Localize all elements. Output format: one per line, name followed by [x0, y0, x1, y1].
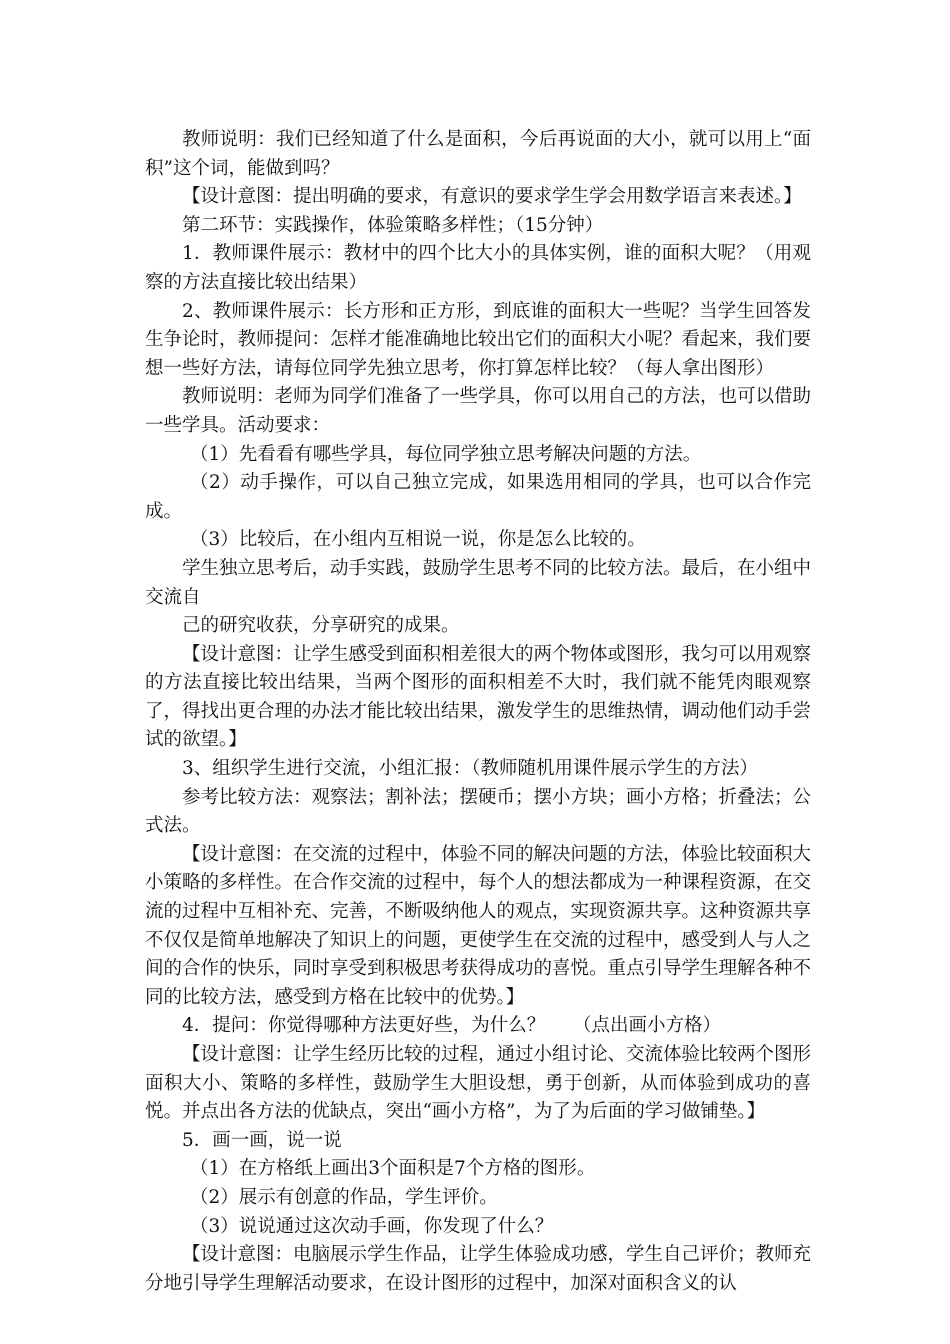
- list-item: （2）展示有创意的作品，学生评价。: [190, 1186, 498, 1208]
- document-page: [145, 126, 811, 1298]
- design-intent-paragraph: 【设计意图：提出明确的要求，有意识的要求学生学会用数学语言来表述。】: [182, 186, 802, 208]
- paragraph: 5．画一画，说一说: [182, 1129, 342, 1151]
- paragraph: 己的研究收获，分享研究的成果。: [182, 615, 460, 637]
- paragraph: 学生独立思考后，动手实践，鼓励学生思考不同的比较方法。最后，在小组中交流自: [145, 557, 812, 608]
- list-item: （3）比较后，在小组内互相说一说，你是怎么比较的。: [190, 529, 646, 551]
- paragraph: 4．提问：你觉得哪种方法更好些，为什么？ （点出画小方格）: [182, 1015, 722, 1037]
- paragraph: 2、教师课件展示：长方形和正方形，到底谁的面积大一些呢？当学生回答发生争论时，教师提问：怎样才能准确地比较出它们的面积大小呢？看起来，我们要想一些好方法，请每位同学先独立思考，你打算怎样比较？（每人拿出图形）: [145, 300, 812, 379]
- list-item: （2）动手操作，可以自己独立完成，如果选用相同的学具，也可以合作完成。: [145, 472, 811, 522]
- design-intent-paragraph: 【设计意图：让学生经历比较的过程，通过小组讨论、交流体验比较两个图形面积大小、策略的多样性，鼓励学生大胆设想，勇于创新，从而体验到成功的喜悦。并点出各方法的优缺点，突出“画小方格”，为了为后面的学习做铺垫。】: [145, 1044, 812, 1123]
- design-intent-paragraph: 【设计意图：让学生感受到面积相差很大的两个物体或图形，我匀可以用观察的方法直接比较出结果，当两个图形的面积相差不大时，我们就不能凭肉眼观察了，得找出更合理的办法才能比较出结果，激发学生的思维热情，调动他们动手尝试的欲望。】: [145, 643, 812, 751]
- paragraph: 教师说明：老师为同学们准备了一些学具，你可以用自己的方法，也可以借助一些学具。活动要求：: [145, 386, 812, 436]
- paragraph: 3、组织学生进行交流，小组汇报：（教师随机用课件展示学生的方法）: [182, 758, 759, 780]
- section-heading: 第二环节：实践操作，体验策略多样性；（15分钟）: [182, 214, 604, 236]
- paragraph: 参考比较方法：观察法；割补法；摆硬币；摆小方块；画小方格；折叠法；公式法。: [145, 786, 812, 837]
- paragraph: 教师说明：我们已经知道了什么是面积，今后再说面的大小，就可以用上“面积”这个词，能做到吗？: [145, 129, 811, 179]
- list-item: （3）说说通过这次动手画，你发现了什么？: [190, 1215, 554, 1237]
- design-intent-paragraph: 【设计意图：电脑展示学生作品，让学生体验成功感，学生自己评价；教师充分地引导学生理解活动要求，在设计图形的过程中，加深对面积含义的认: [145, 1244, 812, 1294]
- list-item: （1）在方格纸上画出3个面积是7个方格的图形。: [190, 1158, 596, 1180]
- design-intent-paragraph: 【设计意图：在交流的过程中，体验不同的解决问题的方法，体验比较面积大小策略的多样性。在合作交流的过程中，每个人的想法都成为一种课程资源，在交流的过程中互相补充、完善，不断吸纳他人的观点，实现资源共享。这种资源共享不仅仅是简单地解决了知识上的问题，更使学生在交流的过程中，感受到人与人之间的合作的快乐，同时享受到积极思考获得成功的喜悦。重点引导学生理解各种不同的比较方法，感受到方格在比较中的优势。】: [145, 843, 812, 1008]
- paragraph: 1．教师课件展示：教材中的四个比大小的具体实例，谁的面积大呢？（用观察的方法直接比较出结果）: [145, 243, 811, 293]
- list-item: （1）先看看有哪些学具，每位同学独立思考解决问题的方法。: [190, 443, 702, 465]
